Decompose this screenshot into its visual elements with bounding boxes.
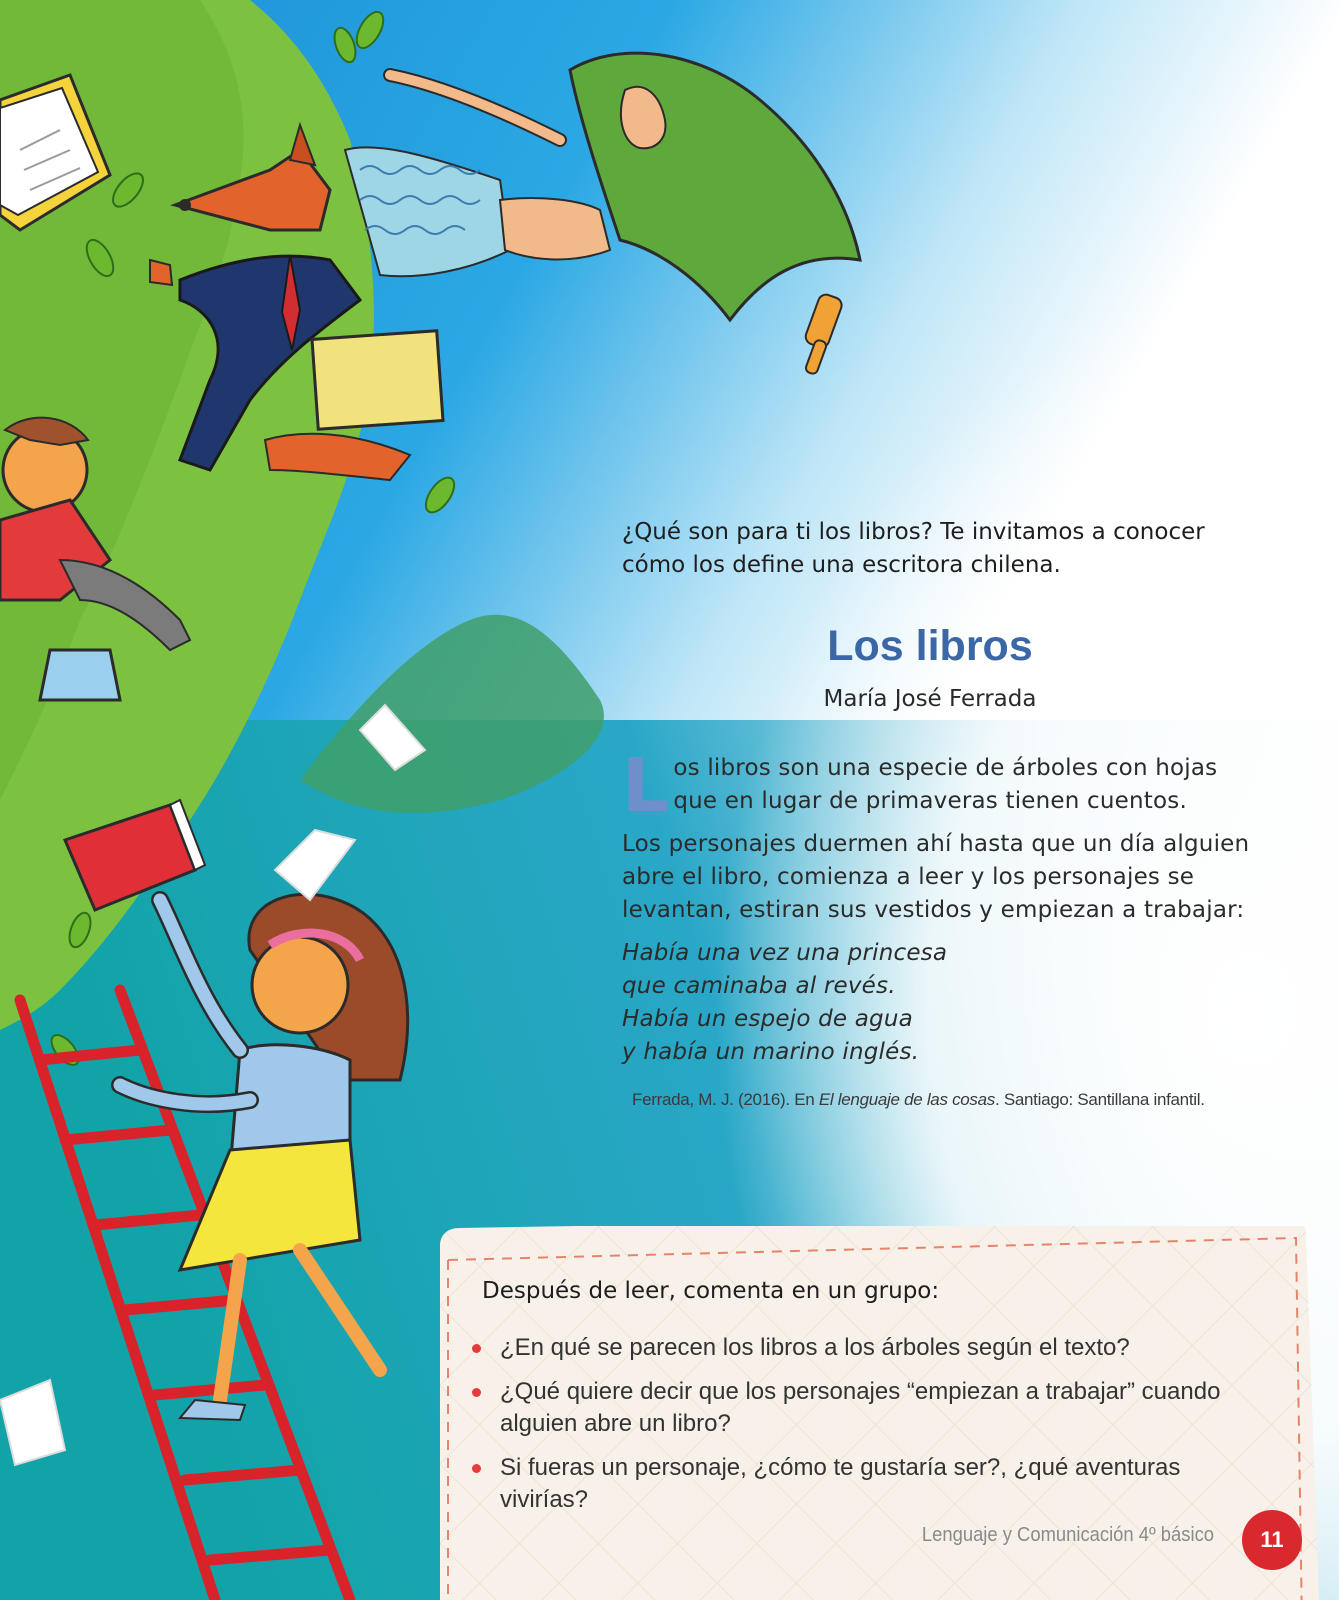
citation-book-title: El lenguaje de las cosas <box>818 1090 995 1109</box>
list-item <box>470 1332 1250 1364</box>
story-paragraph-2-line-3: levantan, estiran sus vestidos y empiezan a trabajar: <box>622 897 1245 923</box>
verse-line: que caminaba al revés. <box>622 973 896 999</box>
question-line-2: alguien abre un libro? <box>500 1410 731 1437</box>
intro-line-2: cómo los define una escritora chilena. <box>622 552 1061 578</box>
question-line-1: ¿Qué quiere decir que los personajes “empiezan a trabajar” cuando <box>500 1378 1221 1405</box>
intro-line-1: ¿Qué son para ti los libros? Te invitamos a conocer <box>622 519 1205 545</box>
bullet-icon <box>472 1388 481 1397</box>
citation-prefix: Ferrada, M. J. (2016). En <box>632 1090 819 1109</box>
activity-title: Después de leer, comenta en un grupo: <box>482 1278 940 1304</box>
footer-subject: Lenguaje y Comunicación 4º básico <box>921 1524 1214 1546</box>
discussion-questions <box>470 1332 1250 1528</box>
story-author: María José Ferrada <box>823 686 1037 712</box>
story-paragraph-1 <box>622 743 1282 829</box>
page-number-badge: 11 <box>1242 1510 1302 1570</box>
verse-line: y había un marino inglés. <box>622 1039 920 1065</box>
story-paragraph-1-line-2: que en lugar de primaveras tienen cuentos. <box>673 788 1187 814</box>
story-body <box>622 743 1282 1069</box>
bullet-icon <box>472 1464 481 1473</box>
citation-suffix: . Santiago: Santillana infantil. <box>994 1090 1205 1109</box>
story-verse <box>622 937 1282 1069</box>
verse-line: Había una vez una princesa <box>622 940 948 966</box>
question-line-1: Si fueras un personaje, ¿cómo te gustaría ser?, ¿qué aventuras vivirías? <box>500 1454 1181 1513</box>
story-title: Los libros <box>827 622 1033 670</box>
story-paragraph-2-line-1: Los personajes duermen ahí hasta que un día alguien <box>622 831 1250 857</box>
list-item <box>470 1376 1250 1440</box>
verse-line: Había un espejo de agua <box>622 1006 913 1032</box>
source-citation <box>632 1090 1292 1110</box>
drop-cap: L <box>622 743 670 829</box>
list-item <box>470 1452 1250 1516</box>
story-paragraph-2 <box>622 828 1282 927</box>
bullet-icon <box>472 1344 481 1353</box>
intro-question <box>622 516 1262 582</box>
story-paragraph-2-line-2: abre el libro, comienza a leer y los personajes se <box>622 864 1195 890</box>
yellow-book <box>312 331 443 430</box>
story-paragraph-1-line-1: os libros son una especie de árboles con hojas <box>673 755 1218 781</box>
question-line-1: ¿En qué se parecen los libros a los árboles según el texto? <box>500 1334 1130 1361</box>
